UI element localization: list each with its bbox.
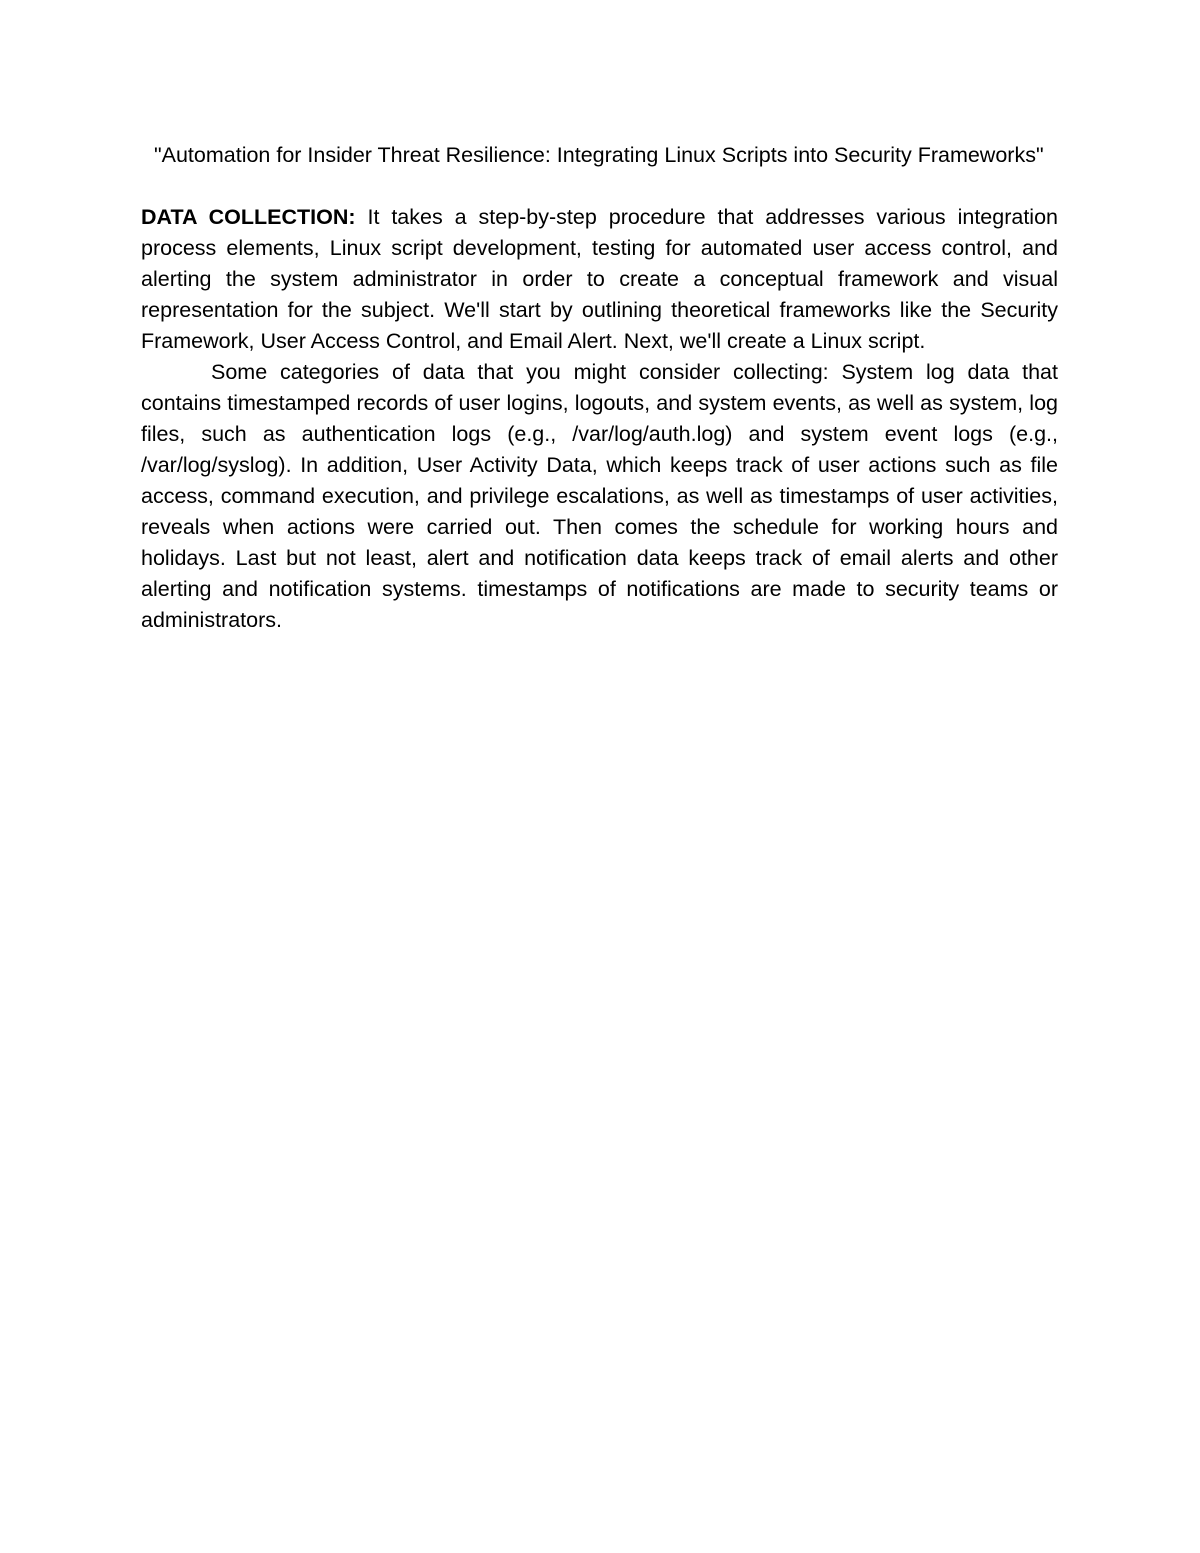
blank-line	[141, 171, 1058, 202]
document-body	[141, 140, 1058, 636]
paragraph-1-text: It takes a step-by-step procedure that addresses various integration process elements, Linux script development, testing for automated user access control, and alerting the system administrator in order to create a conceptual framework and visual representation for the subject. We'll start by outlining theoretical frameworks like the Security Framework, User Access Control, and Email Alert. Next, we'll create a Linux script.	[141, 205, 1058, 353]
paragraph-2: Some categories of data that you might consider collecting: System log data that contains timestamped records of user logins, logouts, and system events, as well as system, log files, such as authentication logs (e.g., /var/log/auth.log) and system event logs (e.g., /var/log/syslog). In addition, User Activity Data, which keeps track of user actions such as file access, command execution, and privilege escalations, as well as timestamps of user activities, reveals when actions were carried out. Then comes the schedule for working hours and holidays. Last but not least, alert and notification data keeps track of email alerts and other alerting and notification systems. timestamps of notifications are made to security teams or administrators.	[141, 360, 1058, 632]
data-collection-paragraph	[141, 202, 1058, 357]
section-heading: DATA COLLECTION:	[141, 205, 356, 229]
document-title: "Automation for Insider Threat Resilience: Integrating Linux Scripts into Security Frameworks"	[154, 143, 1044, 167]
